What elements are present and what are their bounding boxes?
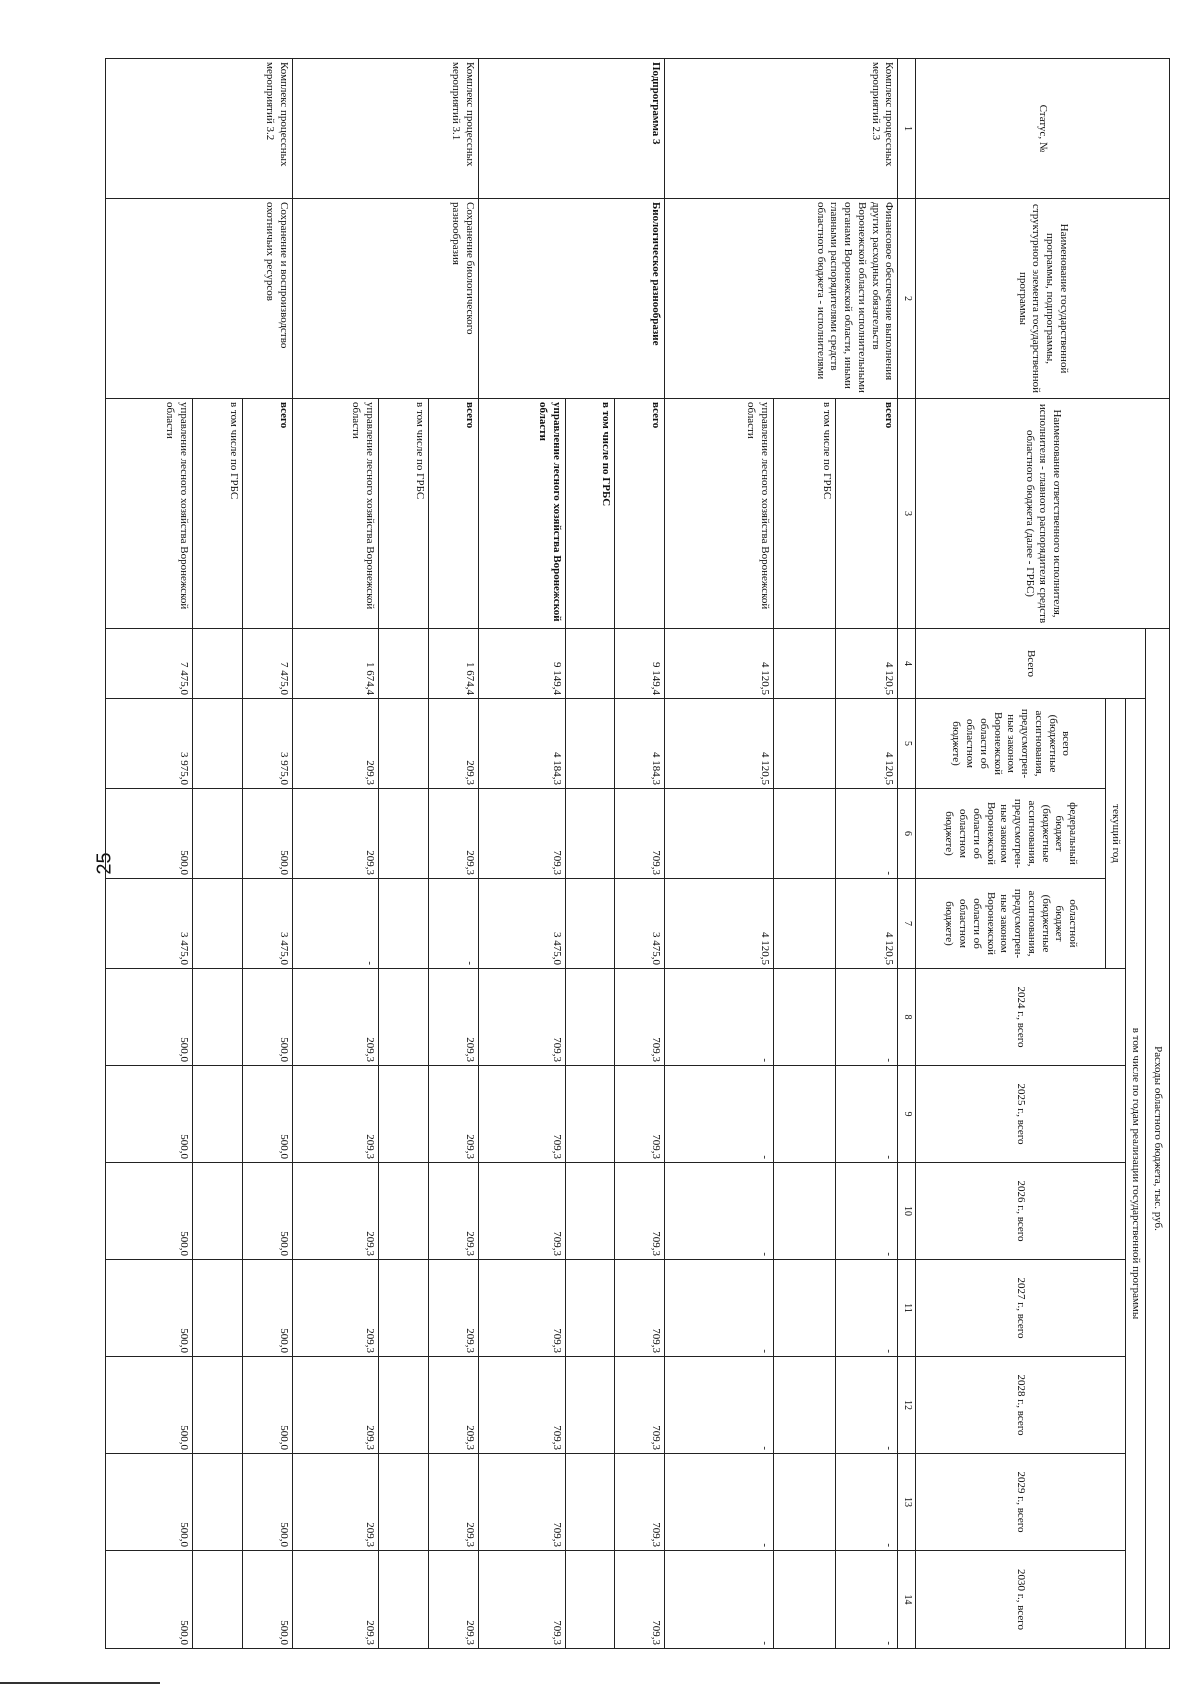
table-row [836,59,898,1649]
column-number-row [898,59,916,1649]
row-value: 209,3 [292,969,379,1066]
row-value: - [836,1260,898,1357]
row-value [192,1454,242,1551]
row-value: - [665,969,773,1066]
row-executor: управление лесного хозяйства Воронежской области [665,399,773,629]
row-value: - [665,1163,773,1260]
row-value: 4 184,3 [479,699,566,789]
row-value [565,1551,615,1649]
row-value: 209,3 [292,1454,379,1551]
col-number: 14 [898,1551,916,1649]
row-value [773,879,835,969]
row-value: - [836,1066,898,1163]
row-value: 209,3 [292,1551,379,1649]
row-status: Комплекс процессных мероприятий 3.1 [292,59,478,199]
row-value: 209,3 [429,789,479,879]
row-value [565,629,615,699]
row-status: Подпрограмма 3 [479,59,665,199]
row-value: 209,3 [292,1357,379,1454]
row-value: 4 120,5 [665,879,773,969]
row-value: 500,0 [106,1454,193,1551]
row-value [665,789,773,879]
row-value: - [665,1454,773,1551]
row-value [565,879,615,969]
row-value [773,1260,835,1357]
row-value [379,1551,429,1649]
row-value: 709,3 [615,789,665,879]
row-value: - [836,1357,898,1454]
row-status: Комплекс процессных мероприятий 2.3 [665,59,898,199]
row-value [192,1260,242,1357]
row-value: 4 184,3 [615,699,665,789]
row-value [379,1260,429,1357]
row-value: - [836,969,898,1066]
row-value: 209,3 [429,1551,479,1649]
row-value: - [836,1551,898,1649]
row-value: 709,3 [479,1066,566,1163]
row-value: 709,3 [479,1454,566,1551]
row-value: 709,3 [615,1357,665,1454]
row-value [565,1260,615,1357]
row-value: 709,3 [615,969,665,1066]
row-value [192,1551,242,1649]
row-value [773,1454,835,1551]
row-value: 500,0 [242,1260,292,1357]
row-value [565,969,615,1066]
row-value [379,1357,429,1454]
row-executor: в том числе по ГРБС [773,399,835,629]
row-value: 3 475,0 [106,879,193,969]
row-value [773,1551,835,1649]
col-number: 6 [898,789,916,879]
header-cy-total: всего (бюджетные ассигнования, предусмотрен-ные законом Воронежской области об областном бюджете) [916,699,1106,789]
header-2030: 2030 г., всего [916,1551,1126,1649]
row-value: 3 475,0 [615,879,665,969]
row-value: - [836,1454,898,1551]
row-value: 4 120,5 [665,699,773,789]
row-value: 500,0 [242,1551,292,1649]
row-value [379,879,429,969]
row-value: 500,0 [242,1454,292,1551]
col-number: 13 [898,1454,916,1551]
row-program-name: Сохранение и воспроизводство охотничьих ресурсов [106,199,293,399]
row-value [773,1357,835,1454]
row-value: - [836,1163,898,1260]
col-number: 12 [898,1357,916,1454]
row-value: 1 674,4 [429,629,479,699]
row-value [192,1357,242,1454]
row-executor: в том числе по ГРБС [192,399,242,629]
row-value [192,969,242,1066]
row-executor: в том числе по ГРБС [379,399,429,629]
row-value: 500,0 [106,1163,193,1260]
header-2026: 2026 г., всего [916,1163,1126,1260]
header-cy-federal: федеральный бюджет (бюджетные ассигнования, предусмотрен-ные законом Воронежской области об областном бюджете) [916,789,1106,879]
header-expenses: Расходы областного бюджета, тыс. руб. [1146,629,1170,1649]
row-value: 1 674,4 [292,629,379,699]
row-value: 209,3 [292,699,379,789]
row-value: 709,3 [479,1163,566,1260]
row-value: 709,3 [479,969,566,1066]
row-value: 209,3 [429,969,479,1066]
row-executor: всего [242,399,292,629]
row-value: 3 475,0 [242,879,292,969]
header-status: Статус, № [916,59,1170,199]
row-value: 209,3 [429,1454,479,1551]
row-value: - [429,879,479,969]
row-value: 9 149,4 [615,629,665,699]
row-value: - [292,879,379,969]
page-number: 25 [93,852,116,875]
row-value [379,699,429,789]
row-value [379,1066,429,1163]
row-value: - [665,1357,773,1454]
row-value: - [665,1260,773,1357]
row-value: - [665,1551,773,1649]
row-value [773,1163,835,1260]
row-value: 4 120,5 [836,699,898,789]
header-by-years: в том числе по годам реализации государственной программы [1126,699,1146,1649]
row-value: 709,3 [479,789,566,879]
table-row [242,59,292,1649]
row-value: 209,3 [429,1066,479,1163]
row-value [192,629,242,699]
row-value: 7 475,0 [242,629,292,699]
row-value [192,1066,242,1163]
row-value: 500,0 [242,789,292,879]
row-value: 4 120,5 [836,629,898,699]
budget-table [105,58,1170,1649]
row-value: 500,0 [242,1357,292,1454]
row-value: 209,3 [292,1260,379,1357]
scan-edge-line [0,1682,160,1684]
row-value [565,1357,615,1454]
row-value: 709,3 [479,1551,566,1649]
row-value: 4 120,5 [665,629,773,699]
col-number: 8 [898,969,916,1066]
col-number: 5 [898,699,916,789]
row-value: 209,3 [429,699,479,789]
col-number: 3 [898,399,916,629]
row-value [565,1454,615,1551]
row-status: Комплекс процессных мероприятий 3.2 [106,59,293,199]
row-value: 500,0 [106,789,193,879]
row-value: 209,3 [292,1163,379,1260]
row-value [773,789,835,879]
row-value: 3 475,0 [479,879,566,969]
row-value: 209,3 [292,1066,379,1163]
col-number: 4 [898,629,916,699]
row-value: 3 975,0 [106,699,193,789]
row-value: 3 975,0 [242,699,292,789]
col-number: 1 [898,59,916,199]
col-number: 10 [898,1163,916,1260]
row-value: 500,0 [106,1260,193,1357]
header-2024: 2024 г., всего [916,969,1126,1066]
header-2028: 2028 г., всего [916,1357,1126,1454]
row-executor: в том числе по ГРБС [565,399,615,629]
row-executor: управление лесного хозяйства Воронежской области [479,399,566,629]
row-value: 709,3 [615,1066,665,1163]
row-value: 709,3 [615,1163,665,1260]
col-number: 11 [898,1260,916,1357]
row-value [565,699,615,789]
row-value: 500,0 [242,1066,292,1163]
row-value: - [836,789,898,879]
row-value: 209,3 [429,1163,479,1260]
row-value: 709,3 [615,1551,665,1649]
header-2029: 2029 г., всего [916,1454,1126,1551]
row-value [379,1454,429,1551]
row-value: 7 475,0 [106,629,193,699]
row-value [773,969,835,1066]
header-current-year: текущий год [1106,699,1126,969]
header-executor: Наименование ответственного исполнителя, исполнителя - главного распорядителя средств областного бюджета (далее - ГРБС) [916,399,1170,629]
row-value: 500,0 [106,1357,193,1454]
header-total: Всего [916,629,1146,699]
row-value: 500,0 [242,1163,292,1260]
header-2025: 2025 г., всего [916,1066,1126,1163]
row-executor: управление лесного хозяйства Воронежской области [292,399,379,629]
col-number: 7 [898,879,916,969]
row-value: 709,3 [615,1260,665,1357]
row-value [565,789,615,879]
row-value: - [665,1066,773,1163]
row-value: 500,0 [106,1551,193,1649]
row-value: 209,3 [292,789,379,879]
table-row [615,59,665,1649]
row-value [773,1066,835,1163]
row-value: 9 149,4 [479,629,566,699]
row-value: 709,3 [615,1454,665,1551]
col-number: 9 [898,1066,916,1163]
row-executor: управление лесного хозяйства Воронежской области [106,399,193,629]
row-value [192,1163,242,1260]
row-value: 709,3 [479,1260,566,1357]
row-value [379,789,429,879]
table-row [429,59,479,1649]
col-number: 2 [898,199,916,399]
row-value: 500,0 [106,1066,193,1163]
row-program-name: Сохранение биологического разнообразия [292,199,478,399]
row-value [565,1066,615,1163]
row-value [773,699,835,789]
row-value [192,789,242,879]
row-value: 209,3 [429,1357,479,1454]
row-executor: всего [429,399,479,629]
header-2027: 2027 г., всего [916,1260,1126,1357]
row-value [379,969,429,1066]
row-executor: всего [615,399,665,629]
row-executor: всего [836,399,898,629]
row-value [192,699,242,789]
row-value [379,1163,429,1260]
table-body [106,59,899,1649]
row-program-name: Биологическое разнообразие [479,199,665,399]
row-value: 209,3 [429,1260,479,1357]
row-value: 709,3 [479,1357,566,1454]
row-value [773,629,835,699]
row-program-name: Финансовое обеспечение выполнения других расходных обязательств Воронежской области исполнительными органами Воронежской области, иными главными распорядителями средств областного бюджета - исполнителями [665,199,898,399]
row-value: 4 120,5 [836,879,898,969]
row-value: 500,0 [106,969,193,1066]
row-value [565,1163,615,1260]
row-value: 500,0 [242,969,292,1066]
row-value [192,879,242,969]
rotated-table-container [105,58,1170,1648]
header-cy-regional: областной бюджет (бюджетные ассигнования, предусмотрен-ные законом Воронежской области об областном бюджете) [916,879,1106,969]
row-value [379,629,429,699]
header-program-name: Наименование государственной программы, подпрограммы, структурного элемента государственной программы [916,199,1170,399]
